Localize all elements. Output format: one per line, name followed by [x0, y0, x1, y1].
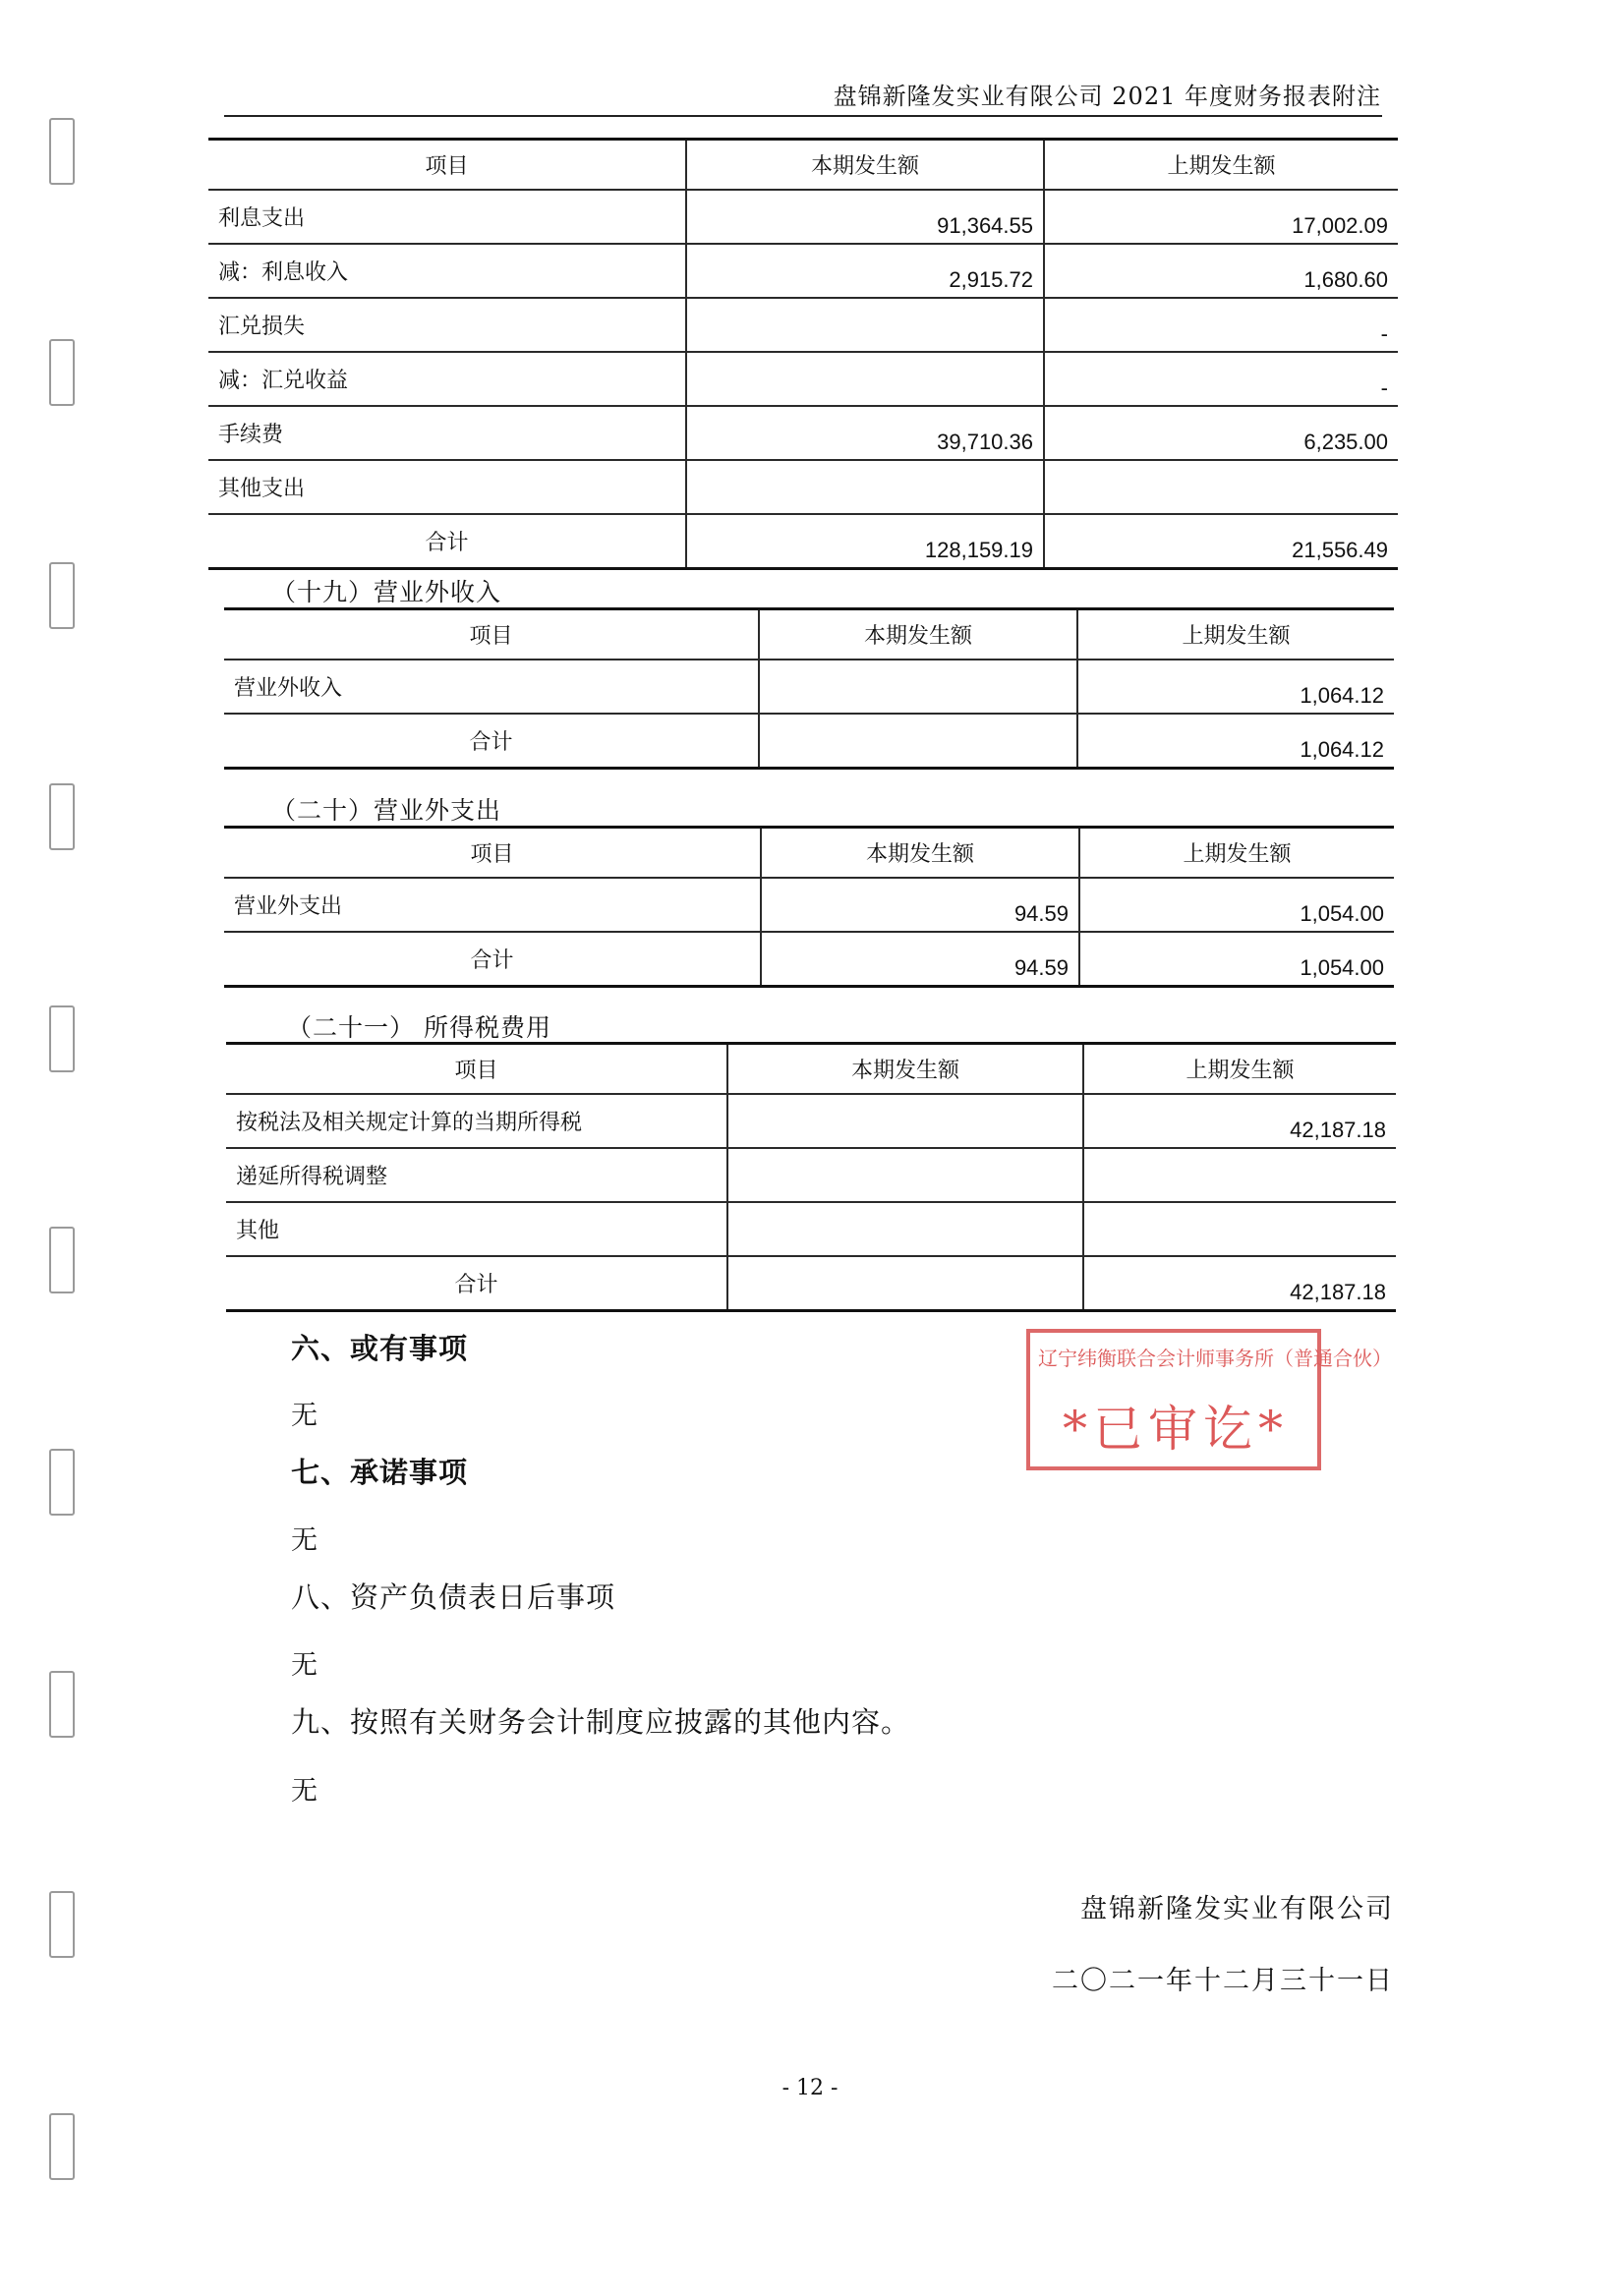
row-item: 减：汇兑收益 — [208, 352, 686, 406]
non-operating-income-table — [224, 607, 1394, 770]
stamp-audited-text: *已审讫* — [1063, 1401, 1289, 1458]
signature-date: 二〇二一年十二月三十一日 — [1052, 1966, 1394, 1996]
note-text-commitments: 无 — [291, 1525, 318, 1556]
row-previous: 6,235.00 — [1044, 406, 1398, 460]
total-current: 94.59 — [761, 932, 1079, 987]
table-row — [208, 298, 1398, 352]
binder-hole — [49, 1005, 75, 1072]
row-previous: - — [1044, 352, 1398, 406]
page-header: 盘锦新隆发实业有限公司 2021 年度财务报表附注 — [833, 83, 1381, 110]
row-current: 94.59 — [761, 878, 1079, 932]
row-previous: 1,054.00 — [1079, 878, 1394, 932]
row-previous: 42,187.18 — [1083, 1094, 1396, 1148]
note-text-subsequent-events: 无 — [291, 1650, 318, 1681]
table-total-row — [226, 1256, 1396, 1311]
total-current — [759, 714, 1077, 769]
binder-hole — [49, 1671, 75, 1738]
row-item: 其他 — [226, 1202, 727, 1256]
row-previous: - — [1044, 298, 1398, 352]
binder-hole — [49, 1227, 75, 1293]
audit-stamp — [1026, 1329, 1392, 1470]
row-current — [759, 660, 1077, 714]
row-previous: 1,064.12 — [1077, 660, 1394, 714]
binder-hole — [49, 562, 75, 629]
non-operating-expense-table — [224, 826, 1394, 988]
col-header-current: 本期发生额 — [727, 1044, 1083, 1095]
table-header-row — [208, 140, 1398, 191]
table-header-row — [224, 609, 1394, 660]
table-row — [226, 1094, 1396, 1148]
page-number: - 12 - — [781, 2076, 839, 2100]
row-current: 91,364.55 — [686, 190, 1044, 244]
row-current — [727, 1202, 1083, 1256]
row-item: 按税法及相关规定计算的当期所得税 — [226, 1094, 727, 1148]
row-item: 汇兑损失 — [208, 298, 686, 352]
total-label: 合计 — [224, 932, 761, 987]
section-title-19: （十九）营业外收入 — [271, 578, 502, 606]
binder-hole — [49, 1891, 75, 1958]
row-item: 其他支出 — [208, 460, 686, 514]
table-header-row — [226, 1044, 1396, 1095]
row-current — [686, 298, 1044, 352]
total-previous: 42,187.18 — [1083, 1256, 1396, 1311]
note-text-other-disclosures: 无 — [291, 1776, 318, 1807]
note-heading-subsequent-events: 八、资产负债表日后事项 — [291, 1580, 616, 1614]
row-item: 手续费 — [208, 406, 686, 460]
section-title-21: （二十一） 所得税费用 — [287, 1013, 551, 1042]
table-row — [224, 878, 1394, 932]
table-total-row — [224, 714, 1394, 769]
total-current: 128,159.19 — [686, 514, 1044, 569]
total-previous: 1,054.00 — [1079, 932, 1394, 987]
row-previous: 1,680.60 — [1044, 244, 1398, 298]
row-item: 营业外支出 — [224, 878, 761, 932]
row-previous — [1044, 460, 1398, 514]
table-row — [226, 1148, 1396, 1202]
header-rule — [224, 115, 1382, 117]
note-text-contingencies: 无 — [291, 1401, 318, 1431]
row-item: 营业外收入 — [224, 660, 759, 714]
col-header-current: 本期发生额 — [759, 609, 1077, 660]
table-total-row — [208, 514, 1398, 569]
note-heading-commitments: 七、承诺事项 — [291, 1456, 469, 1489]
row-current — [686, 460, 1044, 514]
binder-hole — [49, 339, 75, 406]
table-row — [224, 660, 1394, 714]
binder-hole — [49, 783, 75, 850]
col-header-previous: 上期发生额 — [1077, 609, 1394, 660]
table-row — [208, 406, 1398, 460]
row-current — [727, 1094, 1083, 1148]
binder-hole — [49, 1449, 75, 1516]
row-current: 2,915.72 — [686, 244, 1044, 298]
col-header-previous: 上期发生额 — [1079, 828, 1394, 879]
table-row — [226, 1202, 1396, 1256]
total-label: 合计 — [208, 514, 686, 569]
col-header-item: 项目 — [208, 140, 686, 191]
table-row — [208, 244, 1398, 298]
signature-company: 盘锦新隆发实业有限公司 — [1080, 1894, 1394, 1924]
table-row — [208, 460, 1398, 514]
income-tax-table — [226, 1042, 1396, 1312]
financial-expense-table — [208, 138, 1398, 570]
total-label: 合计 — [224, 714, 759, 769]
section-title-20: （二十）营业外支出 — [271, 796, 502, 825]
total-previous: 21,556.49 — [1044, 514, 1398, 569]
note-heading-contingencies: 六、或有事项 — [291, 1332, 469, 1365]
row-current — [686, 352, 1044, 406]
row-current: 39,710.36 — [686, 406, 1044, 460]
col-header-item: 项目 — [224, 828, 761, 879]
row-previous — [1083, 1148, 1396, 1202]
col-header-previous: 上期发生额 — [1044, 140, 1398, 191]
binder-hole — [49, 2113, 75, 2180]
binder-hole — [49, 118, 75, 185]
col-header-item: 项目 — [224, 609, 759, 660]
row-previous: 17,002.09 — [1044, 190, 1398, 244]
row-current — [727, 1148, 1083, 1202]
row-item: 利息支出 — [208, 190, 686, 244]
col-header-item: 项目 — [226, 1044, 727, 1095]
row-item: 减：利息收入 — [208, 244, 686, 298]
stamp-firm-name: 辽宁纬衡联合会计师事务所（普通合伙） — [1038, 1347, 1392, 1370]
col-header-current: 本期发生额 — [761, 828, 1079, 879]
total-current — [727, 1256, 1083, 1311]
table-header-row — [224, 828, 1394, 879]
col-header-current: 本期发生额 — [686, 140, 1044, 191]
row-item: 递延所得税调整 — [226, 1148, 727, 1202]
col-header-previous: 上期发生额 — [1083, 1044, 1396, 1095]
total-previous: 1,064.12 — [1077, 714, 1394, 769]
note-heading-other-disclosures: 九、按照有关财务会计制度应披露的其他内容。 — [291, 1705, 911, 1739]
table-row — [208, 190, 1398, 244]
total-label: 合计 — [226, 1256, 727, 1311]
row-previous — [1083, 1202, 1396, 1256]
table-row — [208, 352, 1398, 406]
table-total-row — [224, 932, 1394, 987]
